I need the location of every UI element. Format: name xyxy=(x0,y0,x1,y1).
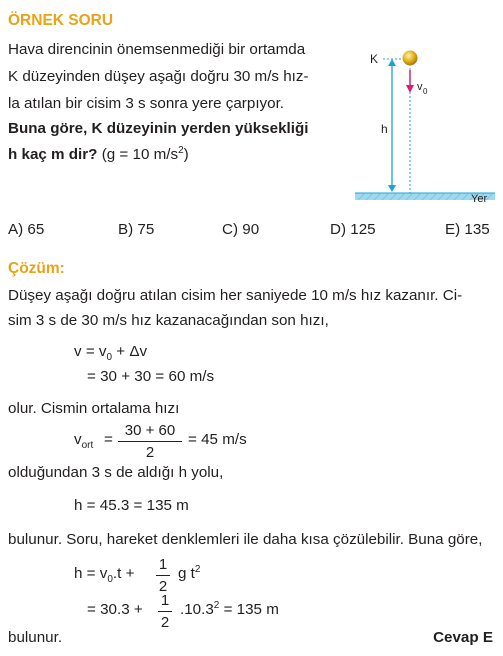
vort-denominator: 2 xyxy=(145,444,155,461)
eq5-fraction-bar xyxy=(158,611,172,612)
ground-label: Yer xyxy=(471,193,488,205)
vort-v: v xyxy=(74,431,82,448)
eq5-fraction xyxy=(158,592,172,632)
equation-calc-left: = 30.3 + xyxy=(87,601,143,618)
eq5-denominator: 2 xyxy=(160,614,170,631)
eq5-numerator: 1 xyxy=(160,592,170,609)
vort-sub: ort xyxy=(81,440,94,452)
eq4-fraction xyxy=(156,556,170,596)
vort-fraction xyxy=(118,422,182,462)
given-g-prefix: (g = 10 m/s xyxy=(101,146,179,163)
question-bold-line-1: Buna göre, K düzeyinin yerden yüksekliği xyxy=(8,120,309,137)
option-a: A) 65 xyxy=(8,221,45,238)
answer-label: Cevap E xyxy=(433,629,493,646)
free-fall-figure xyxy=(350,40,500,215)
solution-heading: Çözüm: xyxy=(8,260,65,277)
eq1-sub: 0 xyxy=(106,352,113,364)
vort-label xyxy=(74,431,94,452)
eq4-fraction-bar xyxy=(156,575,170,576)
height-arrow-down-head xyxy=(388,185,396,192)
solution-p3: olduğundan 3 s de aldığı h yolu, xyxy=(8,464,224,481)
eq5-exp: 2 xyxy=(213,599,220,611)
eq1-right: + Δv xyxy=(112,343,148,360)
option-d: D) 125 xyxy=(330,221,376,238)
eq1-left: v = v xyxy=(74,343,107,360)
question-bold-line-2 xyxy=(8,144,189,163)
solution-p4: bulunur. Soru, hareket denklemleri ile daha kısa çözülebilir. Buna göre, xyxy=(8,531,483,548)
vort-equals: = xyxy=(104,431,113,448)
height-arrow-up-head xyxy=(388,59,396,66)
option-c: C) 90 xyxy=(222,221,260,238)
equation-v-result: = 30 + 30 = 60 m/s xyxy=(87,368,215,385)
solution-p2: olur. Cismin ortalama hızı xyxy=(8,400,180,417)
ball xyxy=(403,51,418,66)
equation-calc-right xyxy=(180,599,279,618)
eq5-result: = 135 m xyxy=(219,601,279,618)
equation-h: h = 45.3 = 135 m xyxy=(74,497,189,514)
eq4-sub: 0 xyxy=(107,574,113,586)
vort-numerator: 30 + 60 xyxy=(124,422,176,439)
equation-motion-left xyxy=(74,565,135,586)
k-label: K xyxy=(370,52,379,66)
h-label: h xyxy=(381,122,388,136)
solution-p1-line2: sim 3 s de 30 m/s hız kazanacağından son hızı, xyxy=(8,312,329,329)
eq4-exp: 2 xyxy=(194,563,201,575)
example-heading: ÖRNEK SORU xyxy=(8,12,114,29)
given-g-exp: 2 xyxy=(178,144,184,156)
question-line-3: la atılan bir cisim 3 s sonra yere çarpıyor. xyxy=(8,95,285,112)
eq4-gt: g t xyxy=(178,565,195,582)
v-label: v xyxy=(417,81,423,93)
eq5-middle: .10.3 xyxy=(180,601,214,618)
vort-fraction-bar xyxy=(118,441,182,442)
velocity-arrow-head xyxy=(406,85,414,93)
question-line-1: Hava direncinin önemsenmediği bir ortamda xyxy=(8,41,306,58)
option-e: E) 135 xyxy=(445,221,490,238)
given-g-suffix: ) xyxy=(183,146,189,163)
equation-motion-right xyxy=(178,563,201,582)
eq4-numerator: 1 xyxy=(158,556,168,573)
equation-v xyxy=(74,343,148,364)
option-b: B) 75 xyxy=(118,221,155,238)
solution-p5: bulunur. xyxy=(8,629,63,646)
eq4-middle: .t + xyxy=(112,565,135,582)
vort-result: = 45 m/s xyxy=(188,431,247,448)
question-line-2: K düzeyinden düşey aşağı doğru 30 m/s hız- xyxy=(8,68,309,85)
question-ask: h kaç m dir? xyxy=(8,146,98,163)
v-sub-label: 0 xyxy=(423,87,428,96)
eq4-left: h = v xyxy=(74,565,108,582)
eq4-denominator: 2 xyxy=(158,578,168,595)
solution-p1-line1: Düşey aşağı doğru atılan cisim her saniyede 10 m/s hız kazanır. Ci- xyxy=(8,287,463,304)
